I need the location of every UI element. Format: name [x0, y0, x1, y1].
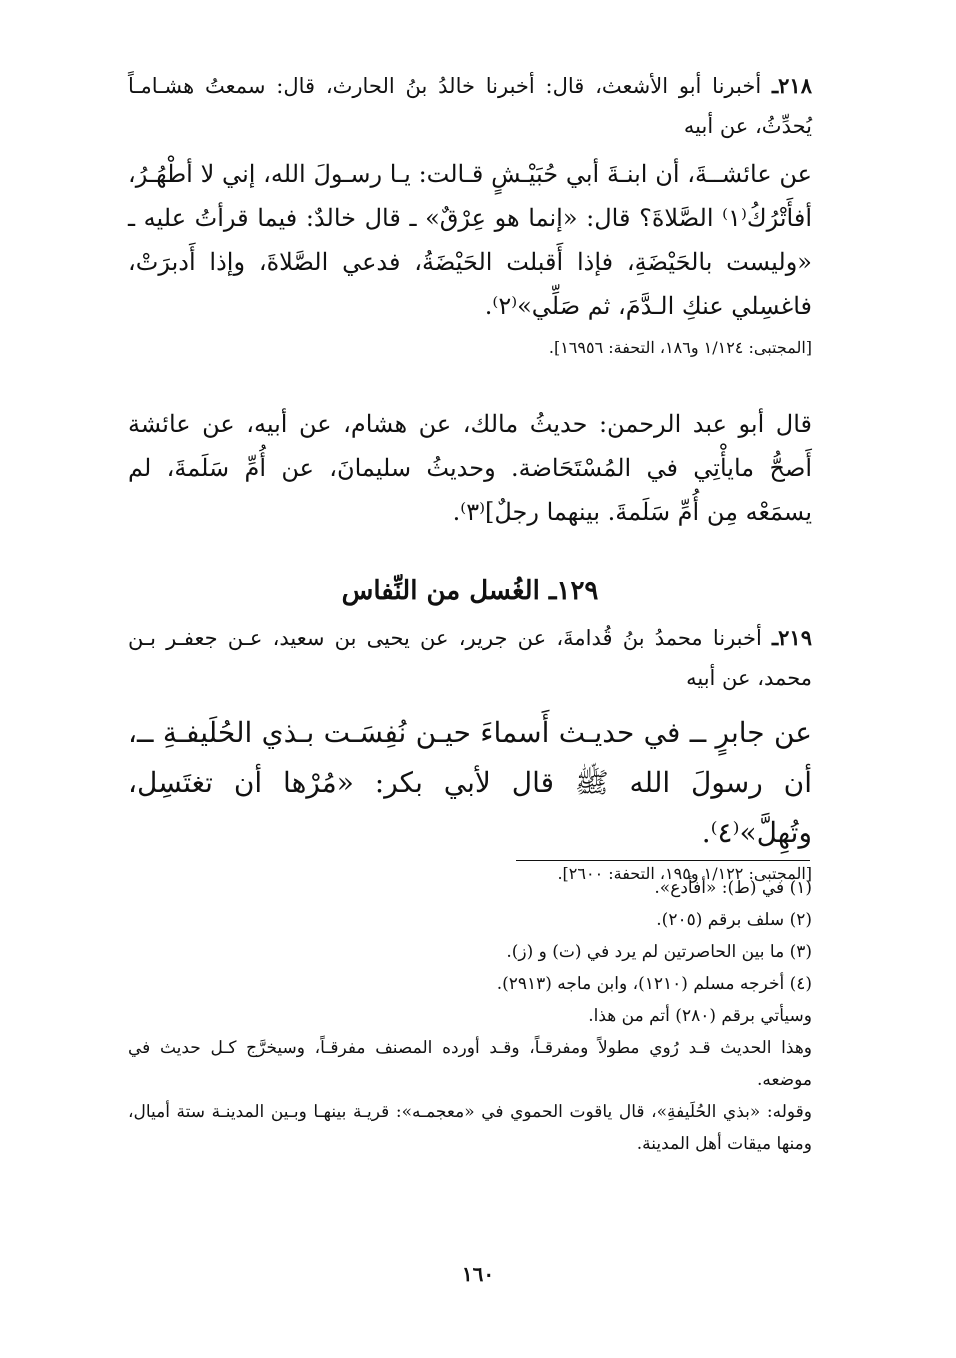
footnote-1: (١) في (ط): «أفأدع». — [654, 878, 812, 898]
footnote-divider — [516, 860, 810, 861]
hadith-218-matn: عن عائشــةَ، أن ابنـةَ أبي حُبَيْـشٍ قـالت: يـا رسـولَ الله، إني لا أطْهُـرُ، أفأَتْرُكُ⁽١⁾ الصَّلاةَ؟ قال: «إنما هو عِرْقٌ» ـ قال خالدٌ: فيما قرأتُ عليه ـ «وليست بالحَيْضَةِ، فإذا أَقبلت الحَيْضَةُ، فدعي الصَّلاةَ، وإذا أَدبرَتْ، فاغسِلي عنكِ الـدَّمَ، ثم صَلِّي»⁽٢⁾. — [128, 160, 812, 320]
hadith-218 — [128, 66, 812, 360]
chapter-title: ١٢٩ـ الغُسل من النِّفاس — [341, 576, 599, 606]
hadith-218-number: ٢١٨ـ — [771, 73, 812, 98]
hadith-219-reference: [المجتبى: ١/١٢٢ و١٩٥، التحفة: ٢٦٠٠]. — [557, 864, 812, 883]
footnote-2: (٢) سلف برقم (٢٠٥). — [656, 910, 812, 930]
author-comment — [128, 402, 812, 534]
page-number: ١٦٠ — [461, 1262, 495, 1286]
footnote-4-note-a: وسيأتي برقم (٢٨٠) أتم من هذا. — [588, 1006, 812, 1026]
hadith-219-matn: عن جابرٍ ــ في حديـث أَسماءَ حيـن نُفِسَـت بـذي الحُلَيفـةِ ــ، أن رسولَ الله ﷺ قال لأبي بكر: «مُرْها أن تغتَسِل، وتُهِلَّ»⁽٤⁾. — [128, 716, 812, 849]
footnote-4-note-b: وهذا الحديث قـد رُوي مطولاً ومفرقـاً، وقـد أورده المصنف مفرقـاً، وسيخرَّج كـل حديث في موضعه. — [128, 1038, 812, 1090]
hadith-219-chain — [128, 618, 812, 698]
hadith-219-number: ٢١٩ـ — [772, 625, 812, 650]
footnotes — [128, 872, 812, 1160]
author-comment-text: قال أبو عبد الرحمن: حديثُ مالك، عن هشام، عن أبيه، عن عائشة أَصحُّ مايأْتِي في المُسْتَحَاضة. وحديثُ سليمانَ، عن أُمِّ سَلَمةَ، لم يسمَعْه مِن أُمِّ سَلَمةَ. بينهما رجلٌ]⁽٣⁾. — [128, 410, 812, 526]
footnote-4: (٤) أخرجه مسلم (١٢١٠)، وابن ماجه (٢٩١٣). — [496, 974, 812, 994]
hadith-218-chain-text: أخبرنا أبو الأشعث، قال: أخبرنا خالدُ بنُ الحارث، قال: سمعتُ هشـامـاً يُحدِّثُ، عن أبيه — [128, 74, 812, 138]
hadith-218-chain — [128, 66, 812, 146]
footnote-3: (٣) ما بين الحاصرتين لم يرد في (ت) و (ز). — [506, 942, 812, 962]
hadith-219 — [128, 618, 812, 886]
hadith-218-reference: [المجتبى: ١/١٢٤ و١٨٦، التحفة: ١٦٩٥٦]. — [548, 338, 812, 357]
footnote-4-note-c: وقوله: «بذي الحُلَيفةِ»، قال ياقوت الحموي في «معجمـه»: قريـة بينهـا وبـين المدينـة ستة أميال، ومنها ميقات أهل المدينة. — [128, 1102, 812, 1154]
hadith-219-chain-text: أخبرنا محمدُ بنُ قُدامةَ، عن جرير، عن يحيى بن سعيد، عـن جعفـر بـن محمد، عن أبيه — [128, 626, 812, 690]
